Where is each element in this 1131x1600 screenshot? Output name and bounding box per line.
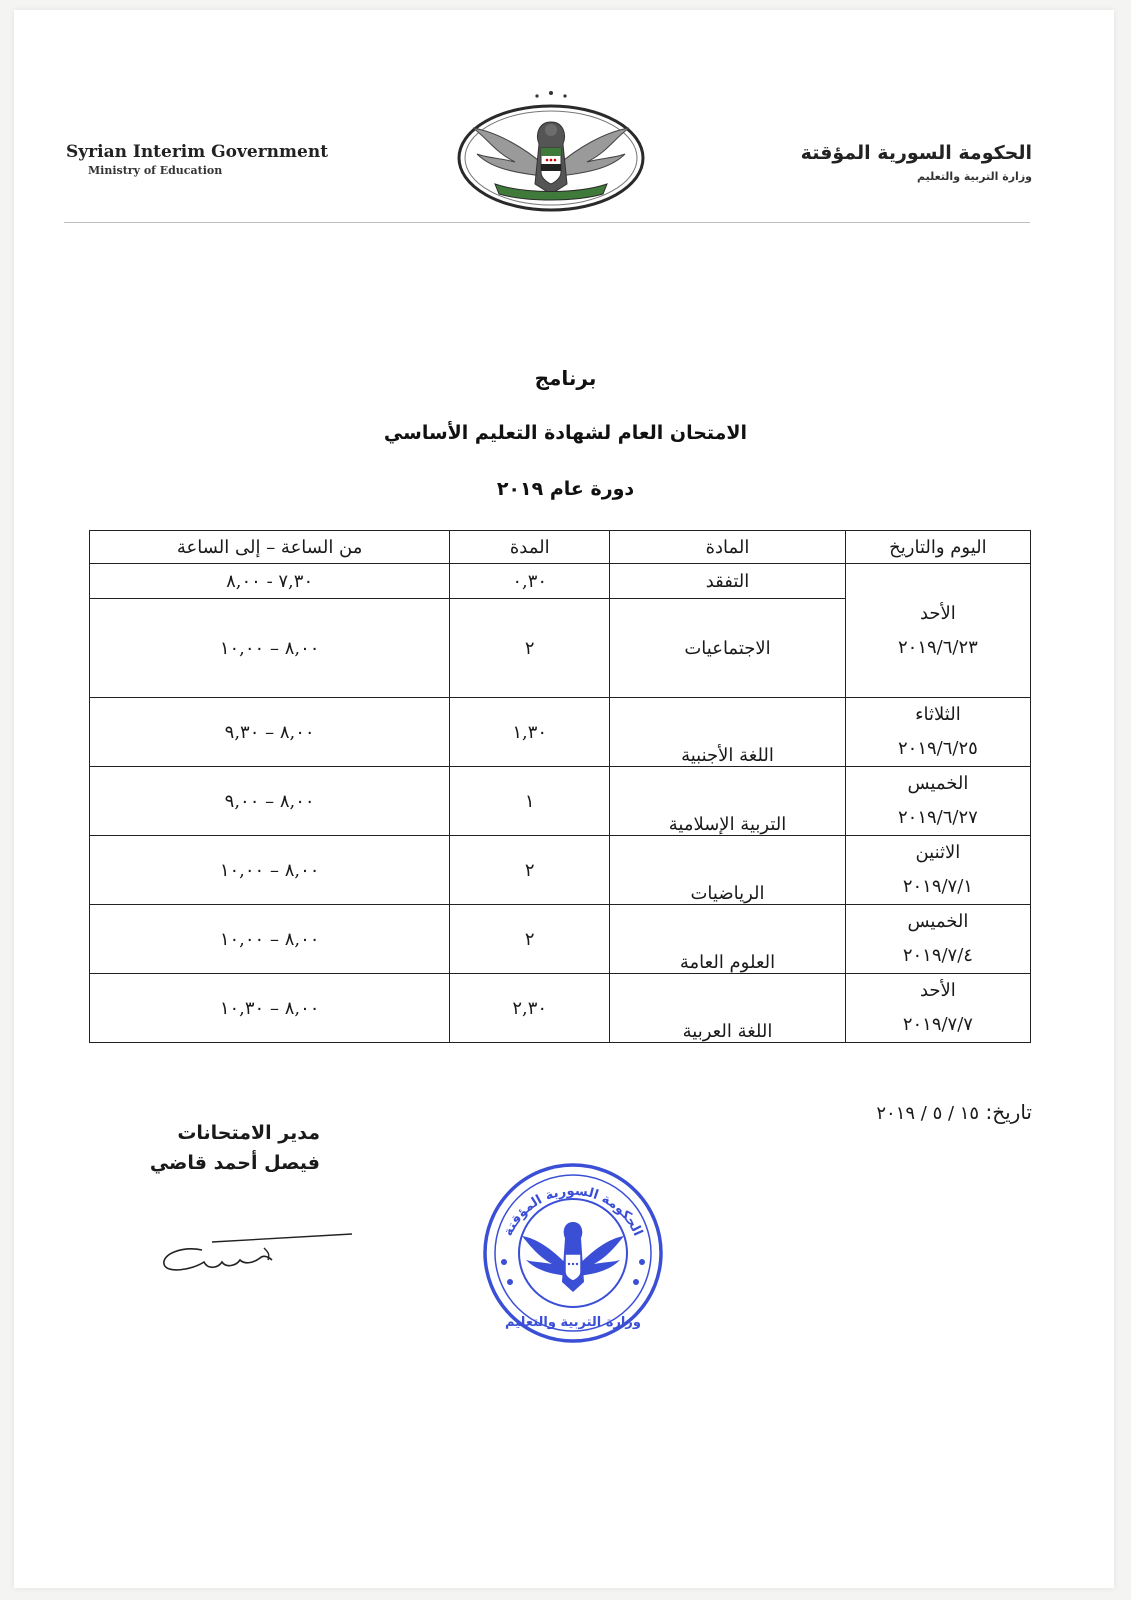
- exam-date: ٢٠١٩/٦/٢٧: [897, 807, 978, 828]
- exam-date: ٢٠١٩/٦/٢٥: [897, 738, 978, 759]
- duration-cell: ٢: [450, 905, 610, 974]
- table-row: [90, 836, 1031, 905]
- subject-cell: التربية الإسلامية: [610, 767, 846, 836]
- signatory-name: فيصل أحمد قاضي: [149, 1152, 320, 1174]
- english-org-name: Syrian Interim Government: [66, 142, 329, 162]
- official-stamp-seal: [478, 1158, 668, 1348]
- exam-date: ٢٠١٩/٧/٧: [902, 1014, 973, 1035]
- subject-cell: العلوم العامة: [610, 905, 846, 974]
- subject-cell: التفقد: [610, 564, 846, 599]
- time-cell: ٨,٠٠ – ١٠,٣٠: [90, 974, 450, 1043]
- table-header-row: [90, 531, 1031, 564]
- time-cell: ٨,٠٠ – ١٠,٠٠: [90, 836, 450, 905]
- subject-cell: اللغة الأجنبية: [610, 698, 846, 767]
- day-date-cell: [845, 974, 1030, 1043]
- issue-date-label: تاريخ:: [985, 1100, 1032, 1124]
- duration-cell: ٢: [450, 836, 610, 905]
- table-row: [90, 767, 1031, 836]
- duration-cell: ١: [450, 767, 610, 836]
- exam-date: ٢٠١٩/٧/١: [902, 876, 973, 897]
- table-row: [90, 564, 1031, 599]
- issue-date: [760, 1100, 1032, 1124]
- day-name: الخميس: [907, 773, 969, 794]
- day-name: الثلاثاء: [915, 704, 961, 725]
- day-date-cell: [845, 564, 1030, 698]
- time-cell: ٨,٠٠ – ١٠,٠٠: [90, 905, 450, 974]
- table-row: [90, 698, 1031, 767]
- duration-cell: ٠,٣٠: [450, 564, 610, 599]
- duration-cell: ٢: [450, 599, 610, 698]
- day-name: الاثنين: [915, 842, 961, 863]
- header-day-date: اليوم والتاريخ: [845, 531, 1030, 564]
- header-subject: المادة: [610, 531, 846, 564]
- subject-cell: اللغة العربية: [610, 974, 846, 1043]
- handwritten-signature: [152, 1224, 362, 1284]
- time-cell: ٨,٠٠ – ٩,٠٠: [90, 767, 450, 836]
- day-date-cell: [845, 698, 1030, 767]
- exam-date: ٢٠١٩/٦/٢٣: [897, 636, 978, 658]
- doc-title: برنامج: [534, 366, 597, 390]
- time-cell: ٨,٠٠ – ٩,٣٠: [90, 698, 450, 767]
- arabic-org-name: الحكومة السورية المؤقتة: [800, 142, 1032, 164]
- time-cell: ٧,٣٠ - ٨,٠٠: [90, 564, 450, 599]
- header-duration: المدة: [450, 531, 610, 564]
- signatory-role: مدير الامتحانات: [177, 1122, 320, 1144]
- exam-date: ٢٠١٩/٧/٤: [902, 945, 973, 966]
- day-date-cell: [845, 905, 1030, 974]
- svg-text:وزارة التربية والتعليم: وزارة التربية والتعليم: [505, 1315, 641, 1330]
- day-date-cell: [845, 767, 1030, 836]
- day-name: الأحد: [919, 602, 956, 624]
- day-name: الخميس: [907, 911, 969, 932]
- session-title: دورة عام ٢٠١٩: [496, 478, 635, 500]
- arabic-ministry-name: وزارة التربية والتعليم: [917, 170, 1032, 183]
- header-time: من الساعة – إلى الساعة: [90, 531, 450, 564]
- exam-schedule-table: [89, 530, 1031, 1043]
- issue-date-value: ١٥ / ٥ / ٢٠١٩: [876, 1103, 980, 1124]
- svg-text:الحكومة السورية المؤقتة: الحكومة السورية المؤقتة: [500, 1183, 646, 1239]
- table-row: [90, 974, 1031, 1043]
- subject-cell: الرياضيات: [610, 836, 846, 905]
- day-name: الأحد: [919, 980, 956, 1001]
- government-emblem-logo: [455, 88, 647, 216]
- subject-cell: الاجتماعيات: [610, 599, 846, 698]
- time-cell: ٨,٠٠ – ١٠,٠٠: [90, 599, 450, 698]
- exam-title: الامتحان العام لشهادة التعليم الأساسي: [383, 422, 748, 444]
- day-date-cell: [845, 836, 1030, 905]
- table-row: [90, 905, 1031, 974]
- header-divider: [64, 222, 1030, 223]
- duration-cell: ٢,٣٠: [450, 974, 610, 1043]
- duration-cell: ١,٣٠: [450, 698, 610, 767]
- english-ministry-name: Ministry of Education: [88, 164, 223, 177]
